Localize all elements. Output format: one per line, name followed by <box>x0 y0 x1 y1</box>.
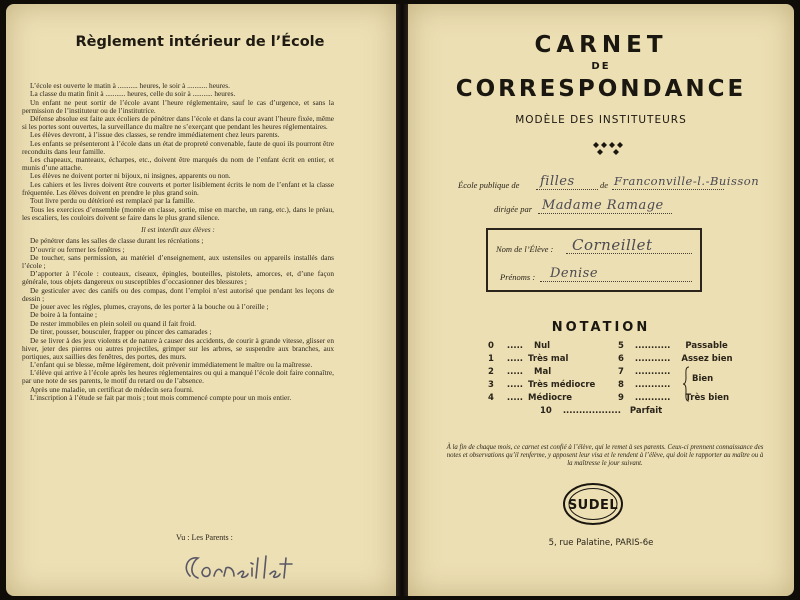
diamond-ornament-icon <box>590 138 626 158</box>
forbidden-item: De jouer avec les règles, plumes, crayons, de les porter à la bouche ou à l’oreille ; <box>30 302 269 312</box>
rule-paragraph: Les cahiers et les livres doivent être couverts et porter lisiblement écrits le nom de l’enfant et la classe fréquentée. Les élèves doivent en prendre le plus grand soin. <box>22 179 334 197</box>
notation-row <box>618 341 728 351</box>
notation-dots: ........... <box>634 341 671 351</box>
dirigee-value: Madame Ramage <box>542 198 664 213</box>
rule-paragraph: Défense absolue est faite aux écoliers de pénétrer dans l’école et dans la cour avant l’heure fixée, même si les portes sont ouvertes, la surveillance du maître ne s’exerçant que pendant les heures réglementaires. <box>22 114 334 132</box>
forbidden-heading: Il est interdit aux élèves : <box>141 225 215 235</box>
notation-label: Médiocre <box>528 393 573 403</box>
rule-paragraph: Tous les exercices d’ensemble (montée en classe, sortie, mise en marche, un rang, etc.), dans le préau, les escaliers, les couloirs doivent se faire dans le plus grand silence. <box>22 204 334 222</box>
cover-title-carnet: CARNET <box>534 32 668 58</box>
notation-label: Passable <box>685 341 728 351</box>
cover-title-de: DE <box>591 61 611 72</box>
closing-paragraph: L’enfant qui se blesse, même légèrement, doit prévenir immédiatement le maître ou la maîtresse. <box>30 359 313 369</box>
notation-row <box>618 393 729 403</box>
notation-num: 7 <box>618 367 624 377</box>
notation-row <box>540 406 662 416</box>
dirigee-underline <box>538 213 672 214</box>
dirigee-label: dirigée par <box>494 204 533 214</box>
forbidden-item: De toucher, sans permission, au matériel d’enseignement, aux ustensiles ou appareils installés dans l’école ; <box>22 253 334 271</box>
notation-title: NOTATION <box>551 320 651 335</box>
rule-paragraph: Tout livre perdu ou détérioré est remplacé par la famille. <box>30 196 195 206</box>
notation-num: 5 <box>618 341 624 351</box>
closing-paragraph: Après une maladie, un certificat de médecin sera fourni. <box>30 384 194 394</box>
notation-row <box>618 354 733 364</box>
rule-paragraph: Les enfants se présenteront à l’école dans un état de propreté convenable, faute de quoi ils pourront être reconduits dans leur famille. <box>22 138 334 156</box>
notation-dots: ..... <box>506 380 524 390</box>
notation-dots: ..... <box>506 341 524 351</box>
logo-text: SUDEL <box>567 498 619 513</box>
notation-label: Mal <box>534 367 552 377</box>
ecole-de-label: de <box>600 180 609 190</box>
parent-signature <box>180 548 320 588</box>
prenoms-label: Prénoms : <box>500 272 536 282</box>
notation-label: Parfait <box>629 406 663 416</box>
closing-paragraph: L’inscription à l’étude se fait par mois ; tout mois commencé compte pour un mois entier. <box>30 393 292 403</box>
rules-title: Règlement intérieur de l’École <box>75 34 325 50</box>
cover-title-correspondance: CORRESPONDANCE <box>455 76 747 102</box>
ecole-underline <box>536 189 598 190</box>
notation-label: Très médiocre <box>528 380 596 390</box>
forbidden-item: De tirer, pousser, bousculer, frapper ou pincer des camarades ; <box>30 327 212 337</box>
notation-label: Assez bien <box>681 354 733 364</box>
notation-dots: ..... <box>506 367 524 377</box>
sudel-logo <box>562 482 624 526</box>
notation-row <box>488 380 595 390</box>
notation-num: 2 <box>488 367 494 377</box>
notation-row <box>618 367 670 377</box>
notation-num: 3 <box>488 380 494 390</box>
notation-dots: ..... <box>506 393 524 403</box>
forbidden-item: De pénétrer dans les salles de classe durant les récréations ; <box>30 236 204 246</box>
notation-row <box>488 367 551 377</box>
commune-underline <box>612 189 724 190</box>
notation-dots: ..... <box>506 354 524 364</box>
rule-paragraph: Un enfant ne peut sortir de l’école avant l’heure réglementaire, sauf le cas d’urgence, et sans la permission de l’instituteur ou de l’institutrice. <box>22 97 334 115</box>
notation-num: 4 <box>488 393 494 403</box>
forbidden-item: D’ouvrir ou fermer les fenêtres ; <box>30 244 125 254</box>
commune-value: Franconville-l.-Buisson <box>614 174 760 188</box>
notation-num: 6 <box>618 354 624 364</box>
notation-num: 0 <box>488 341 494 351</box>
notation-row <box>488 341 550 351</box>
eleve-name-value: Corneillet <box>572 236 653 254</box>
closing-paragraph: L’élève qui arrive à l’école après les heures réglementaires ou qui a manqué l’école doit faire connaître, par une note de ses parents, le motif du retard ou de l’absence. <box>22 368 334 386</box>
prenoms-underline <box>540 281 692 282</box>
notation-num: 9 <box>618 393 624 403</box>
brace-icon <box>682 366 690 402</box>
rule-paragraph: Les élèves ne doivent porter ni bijoux, ni insignes, apparents ou non. <box>30 171 231 181</box>
notation-bien-label: Bien <box>692 374 714 384</box>
notation-label: Très bien <box>685 393 730 403</box>
hours-line: L’école est ouverte le matin à ........... heures, le soir à ........... heures. <box>30 81 230 90</box>
notation-dots: .................. <box>562 406 621 416</box>
rules-body <box>22 82 334 402</box>
notation-dots: ........... <box>634 354 671 364</box>
prenoms-value: Denise <box>550 266 599 281</box>
notation-dots: ........... <box>634 380 671 390</box>
usage-note: À la fin de chaque mois, ce carnet est confié à l’élève, qui le remet à ses parents. Ceux-ci prennent connaissance des notes et observations qu’il renferme, y apposent leur visa et le rendent à l’élève, qui doit le rapporter au maître ou à la maîtresse le jour suivant. <box>446 444 764 468</box>
publisher-address: 5, rue Palatine, PARIS-6e <box>548 538 654 548</box>
forbidden-item: De se livrer à des jeux violents et de nature à causer des accidents, de courir à grande vitesse, glisser en hiver, jeter des pierres ou autres projectiles, grimper sur les arbres, se suspendre aux branches, aux portiques, aux saillies des fenêtres, des portes, des murs. <box>22 335 334 361</box>
notation-dots: ........... <box>634 393 671 403</box>
hours-line: La classe du matin finit à ........... heures, celle du soir à ........... heures. <box>30 89 236 99</box>
forbidden-item: De rester immobiles en plein soleil ou quand il fait froid. <box>30 318 196 328</box>
notation-num: 10 <box>540 406 552 416</box>
eleve-name-label: Nom de l’Élève : <box>496 244 554 254</box>
forbidden-item: De gesticuler avec des canifs ou des compas, dont l’emploi n’est autorisé que pendant les leçons de dessin ; <box>22 285 334 303</box>
notation-num: 8 <box>618 380 624 390</box>
forbidden-item: De boire à la fontaine ; <box>30 310 98 320</box>
notation-label: Nul <box>534 341 551 351</box>
book-gutter <box>396 4 408 596</box>
rule-paragraph: Les chapeaux, manteaux, écharpes, etc., doivent être marqués du nom de l’enfant écrit en entier, et munis d’une attache. <box>22 155 334 173</box>
notation-row <box>488 354 568 364</box>
notation-row <box>618 380 670 390</box>
parents-visa-label: Vu : Les Parents : <box>176 533 233 542</box>
notation-dots: ........... <box>634 367 671 377</box>
forbidden-item: D’apporter à l’école : couteaux, ciseaux, épingles, bouteilles, pistolets, amorces, et, d’une façon générale, tous objets dangereux ou susceptibles d’occasionner des blessures ; <box>22 269 334 287</box>
notation-row <box>488 393 572 403</box>
rule-paragraph: Les élèves devront, à l’issue des classes, se rendre immédiatement chez leurs parents. <box>30 130 280 140</box>
notation-label: Très mal <box>528 354 569 364</box>
ecole-label: École publique de <box>458 180 520 190</box>
notation-num: 1 <box>488 354 494 364</box>
ecole-type-value: filles <box>540 174 575 189</box>
cover-subtitle: MODÈLE DES INSTITUTEURS <box>515 114 687 126</box>
